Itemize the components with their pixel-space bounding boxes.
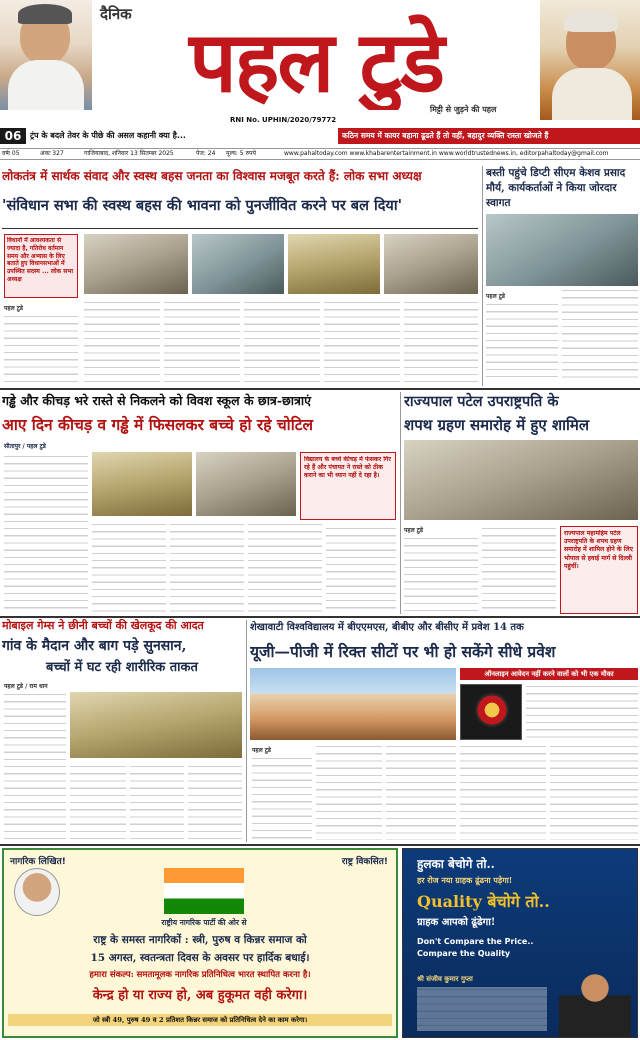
story4-body-col2 [482,526,556,614]
masthead-tagline: मिट्टी से जुड़ने की पहल [430,105,497,114]
ad1-line-2: 15 अगस्त, स्वतन्त्रता दिवस के अवसर पर हार्दिक बधाई। [90,952,310,964]
story5-body-col2 [70,764,126,840]
story5-kicker: मोबाइल गेम्स ने छीनी बच्चों की खेलकूद की आदत [2,619,204,632]
ad2-portrait [559,967,631,1037]
story3-body-col2 [92,522,166,614]
story6-headline: यूजी—पीजी में रिक्त सीटों पर भी हो सकेंगे सीधे प्रवेश [250,642,556,661]
story4-headline: शपथ ग्रहण समारोह में हुए शामिल [404,416,590,434]
ad1-party: राष्ट्रीय नागरिक पार्टी की ओर से [161,918,247,927]
top-strip-right-text: कठिन समय में कायर बहाना ढूढते हैं तो वहीं, बहादुर व्यक्ति रास्ता खोजते हैं [338,128,640,144]
ad2-line-2: हर रोज नया ग्राहक ढूंढना पड़ेगा! [417,875,513,885]
story5-body-col3 [130,764,184,840]
story6-body-col1 [252,756,312,840]
story1-pullquote-text: विधानों में आवश्यकता से ज्यादा है, गतिरोध वर्तमान समय और अभ्यास के लिए बताते हुए विधानसभाओं में उपस्थित सदस्य ... लोक सभा अध्यक्ष [7,237,74,283]
ad2-name: श्री संजीव कुमार गुप्ता [417,975,473,983]
story4-callout [560,526,638,614]
ad2-line-1: हुलका बेचोगे तो.. [417,857,495,871]
story1-photo-3 [288,234,380,294]
story3-callout [300,452,396,520]
ad2-line-4: ग्राहक आपको ढूंढेगा! [417,917,496,928]
ad1-left-label: नागरिक लिखित! [10,857,66,867]
page-number: 06 [0,128,26,144]
story1-body-col2 [84,300,160,382]
story1-body-col1 [4,314,78,382]
story3-dateline: सीतापुर / पहल टुडे [4,443,46,450]
leader-photo-right [540,0,640,120]
story1-photo-2 [192,234,284,294]
dainik-label: दैनिक [100,5,132,23]
ad1-right-label: राष्ट्र विकसित! [341,857,388,867]
info-pages: पेज: 24 [196,150,216,157]
top-strip-left-text: ट्रंप के बदले तेवर के पीछे की असल कहानी क्या है... [30,131,186,140]
story1-headline: 'संविधान सभा की स्वस्थ बहस की भावना को पुनर्जीवित करने पर बल दिया' [2,197,403,214]
story6-kicker-bar [250,620,640,636]
story3-body-col4 [248,522,322,614]
ad1-line-4: केन्द्र हो या राज्य हो, अब हुकूमत वही करेगा। [92,988,308,1003]
ad-quality [402,848,638,1038]
ad2-line-3: Quality बेचोगे तो.. [417,892,550,911]
story3-body-col5 [326,526,396,614]
story3-callout-text: विद्यालय के बच्चे कीचड़ में फंसकर गिर रहे हैं और पंचायत ने रास्ते को ठीक कराने का भी ध्यान नहीं दे रहा है। [304,456,391,479]
story2-body-col2 [562,288,638,382]
story4-kicker: राज्यपाल पटेल उपराष्ट्रपति के [404,393,559,410]
story5-headline-2: बच्चों में घट रही शारीरिक ताकत [46,660,198,675]
story6-dateline: पहल टुडे [252,747,271,754]
story4-body-col1 [404,536,478,614]
story1-pullquote [4,234,78,298]
story1-body-col4 [244,300,320,382]
masthead-title: पहल टुडे [189,14,443,110]
story6-photo [250,668,456,740]
story6-logo [460,684,522,740]
story2-headline: बस्ती पहुंचे डिप्टी सीएम केशव प्रसाद मौर्य, कार्यकर्ताओं ने किया जोरदार स्वागत [486,167,626,209]
ad1-flag [164,868,244,914]
story1-body-col3 [164,300,240,382]
story5-dateline: पहल टुडे / राम धान [4,683,48,690]
story4-dateline: पहल टुडे [404,527,423,534]
story6-body-col5 [550,744,638,840]
story6-side-banner-text: ऑनलाइन आवेदन नहीं करने वालों को भी एक मौका [484,670,614,678]
ad-rashtriya-nagrik-party [2,848,398,1038]
leader-photo-left [0,0,92,110]
story1-kicker: लोकतंत्र में सार्थक संवाद और स्वस्थ बहस जनता का विश्वास मजबूत करते हैं: लोक सभा अध्यक्ष [2,169,422,183]
info-bar [0,148,640,160]
ad2-line-5: Don't Compare the Price.. [417,937,534,946]
story3-headline: आए दिन कीचड़ व गड्ढे में फिसलकर बच्चे हो रहे चोटिल [2,415,314,434]
info-price: मूल्य: 5 रुपये [226,150,256,157]
story6-body-col3 [386,744,456,840]
rni-number: RNI No. UPHIN/2020/79772 [230,116,337,124]
story3-body-col1 [4,454,88,614]
story5-headline-1: गांव के मैदान और बाग पड़े सुनसान, [2,638,187,654]
story1-body-col5 [324,300,400,382]
story3-body-col3 [170,522,244,614]
story2-photo [486,214,638,286]
story6-side-banner [460,668,638,680]
story1-body-col6 [404,300,478,382]
story4-photo [404,440,638,520]
story3-photo-2 [196,452,296,516]
story3-kicker: गड्ढे और कीचड़ भरे रास्ते से निकलने को विवश स्कूल के छात्र-छात्राएं [2,393,312,408]
story5-body-col1 [4,692,66,840]
story6-body-col2 [316,744,382,840]
story5-photo [70,692,242,758]
ad2-line-6: Compare the Quality [417,949,511,958]
info-websites: www.pahaltoday.com www.khabarentertainment.in www.worldtrustednews.in, editorpahaltoday@gmail.com [284,150,609,157]
story1-dateline: पहल टुडे [4,305,23,312]
ad1-line-5: जो स्त्री 49, पुरुष 49 व 2 प्रतिशत किन्नर समाज को प्रतिनिधित्व देने का काम करेगा। [8,1014,392,1026]
story6-kicker: शेखावाटी विश्वविद्यालय में बीएएमएस, बीबीए और बीसीए में प्रवेश 14 तक [250,622,524,633]
story5-body-col4 [188,764,242,840]
story2-dateline: पहल टुडे [486,293,505,300]
story3-photo-1 [92,452,192,516]
story4-callout-text: राज्यपाल महामहिम पटेल उपराष्ट्रपति के शपथ ग्रहण समारोह में शामिल होने के लिए भोपाल से हवाई मार्ग से दिल्ली पहुंचीं। [564,530,633,570]
info-varsh: वर्षः 05 [2,150,20,157]
story1-photo-4 [384,234,478,294]
ad1-portrait [14,868,60,916]
ad2-address [417,987,547,1031]
info-date: गाजियाबाद, शनिवार 13 सितम्बर 2025 [84,150,174,157]
story6-side-body-1 [526,684,638,740]
info-ank: अंकः 327 [40,150,64,157]
story6-body-col4 [460,744,546,840]
story1-photo-1 [84,234,188,294]
top-strip [0,128,640,144]
masthead [0,0,640,122]
ad1-line-3: हमारा संकल्प: समतामूलक नागरिक प्रतिनिधित्व भारत स्थापित करना है। [89,970,311,980]
story2-body-col1 [486,302,558,382]
ad1-line-1: राष्ट्र के समस्त नागरिकों : स्त्री, पुरुष व किन्नर समाज को [93,934,307,946]
